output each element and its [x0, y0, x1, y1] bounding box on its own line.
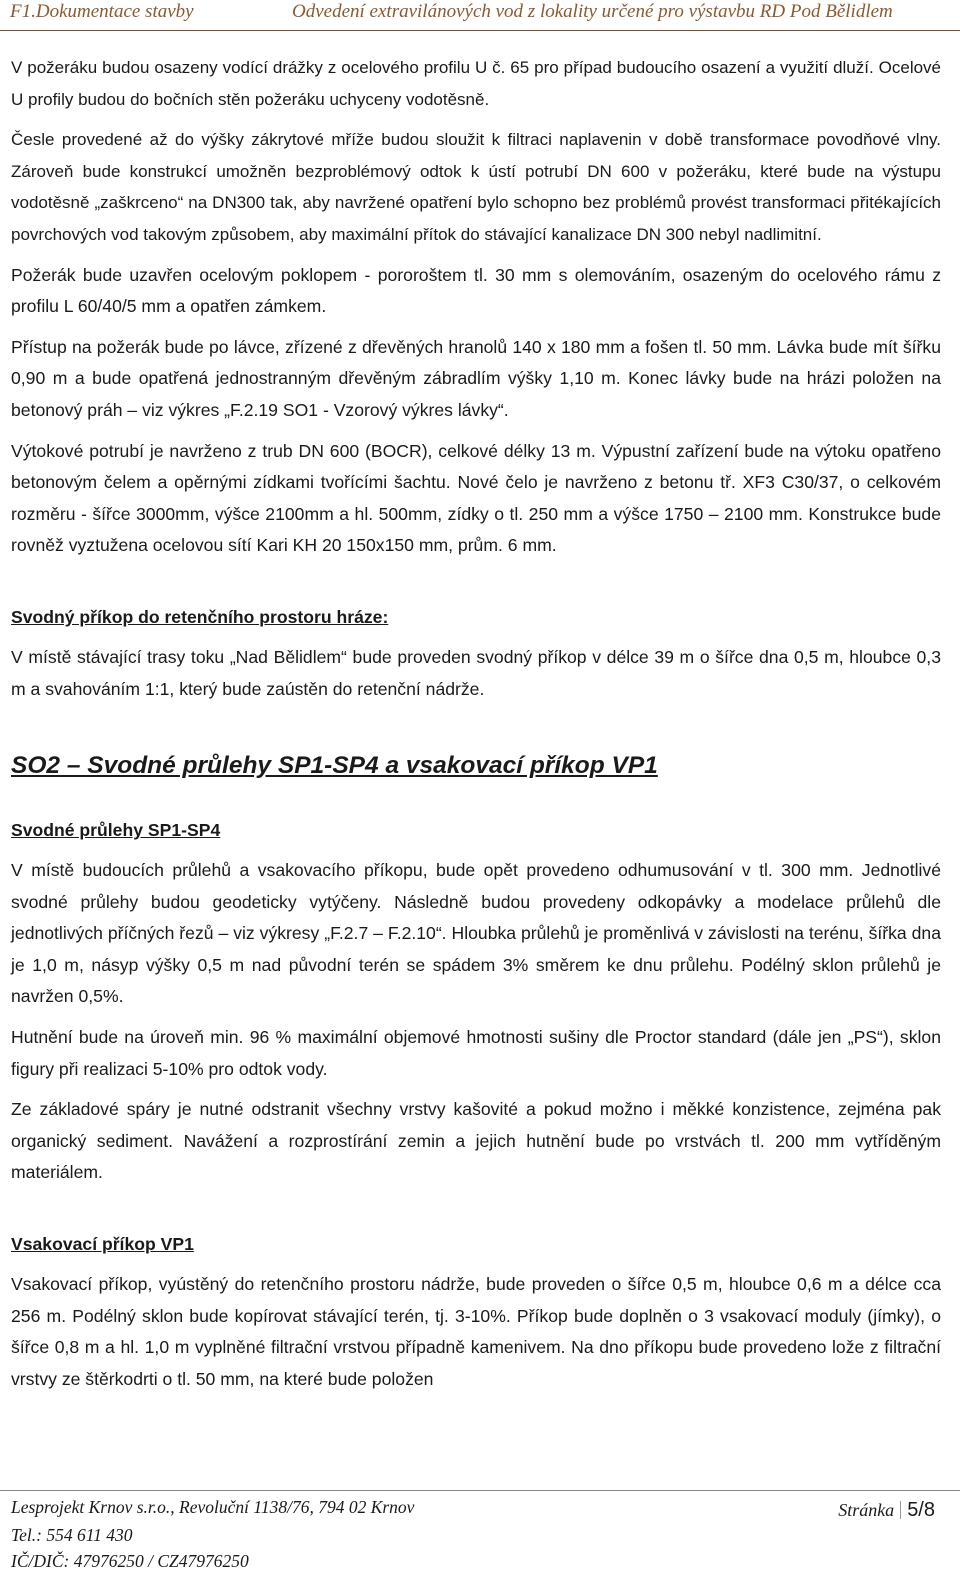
paragraph: Vsakovací příkop, vyústěný do retenčního prostoru nádrže, bude proveden o šířce 0,5 m, hloubce 0,6 m a délce cca 256 m. Podélný sklon bude kopírovat stávající terén, tj. 3-10%. Příkop bude doplněn o 3 vsakovací moduly (jímky), o šířce 0,8 m a hl. 1,0 m vyplněné filtrační vrstvou případně kamenivem. Na dno příkopu bude provedeno lože z filtrační vrstvy ze štěrkodrti o tl. 50 mm, na které bude položen	[11, 1274, 941, 1389]
paragraph: Požerák bude uzavřen ocelovým poklopem - pororoštem tl. 30 mm s olemováním, osazeným do ocelového rámu z profilu L 60/40/5 mm a opatřen zámkem.	[11, 264, 941, 317]
section-title: SO2 – Svodné průlehy SP1-SP4 a vsakovací příkop VP1	[11, 752, 658, 780]
subsection-heading: Vsakovací příkop VP1	[11, 1234, 194, 1255]
document-body	[11, 52, 941, 1395]
paragraph: Česle provedené až do výšky zákrytové mříže budou sloužit k filtraci naplavenin v době transformace povodňové vlny. Zároveň bude konstrukcí umožněn bezproblémový odtok k ústí potrubí DN 600 v požeráku, které bude na výstupu vodotěsně „zaškrceno“ na DN300 tak, aby navržené opatření bylo schopno bez problémů provést transformaci přitékajících povrchových vod takovým způsobem, aby maximální přítok do stávající kanalizace DN 300 nebyl nadlimitní.	[11, 130, 941, 244]
paragraph: Přístup na požerák bude po lávce, zřízené z dřevěných hranolů 140 x 180 mm a fošen tl. 50 mm. Lávka bude mít šířku 0,90 m a bude opatřená jednostranným dřevěným zábradlím výšky 1,10 m. Konec lávky bude na hrázi položen na betonový práh – viz výkres „F.2.19 SO1 - Vzorový výkres lávky“.	[11, 336, 941, 420]
page-indicator	[838, 1499, 935, 1522]
footer-phone: Tel.: 554 611 430	[11, 1525, 133, 1545]
divider	[900, 1501, 901, 1519]
paragraph: Hutnění bude na úroveň min. 96 % maximální objemové hmotnosti sušiny dle Proctor standard (dále jen „PS“), sklon figury při realizaci 5-10% pro odtok vody.	[11, 1027, 941, 1079]
footer-company: Lesprojekt Krnov s.r.o., Revoluční 1138/76, 794 02 Krnov	[11, 1497, 415, 1517]
page-number: 5/8	[907, 1499, 935, 1521]
footer-ids: IČ/DIČ: 47976250 / CZ47976250	[11, 1551, 249, 1571]
paragraph: V požeráku budou osazeny vodící drážky z ocelového profilu U č. 65 pro případ budoucího osazení a využití dluží. Ocelové U profily budou do bočních stěn požeráku uchyceny vodotěsně.	[11, 58, 941, 109]
paragraph: Výtokové potrubí je navrženo z trub DN 600 (BOCR), celkové délky 13 m. Výpustní zařízení bude na výtoku opatřeno betonovým čelem a opěrnými zídkami tvořícími šachtu. Nové čelo je navrženo z betonu tř. XF3 C30/37, o celkovém rozměru - šířce 3000mm, výšce 2100mm a hl. 500mm, zídky o tl. 250 mm a výšce 1750 – 2100 mm. Konstrukce bude rovněž vyztužena ocelovou sítí Kari KH 20 150x150 mm, prům. 6 mm.	[11, 440, 941, 556]
page-label: Stránka	[838, 1500, 895, 1520]
header-document-title: F1.Dokumentace stavby	[10, 1, 194, 22]
paragraph: V místě stávající trasy toku „Nad Bělidlem“ bude proveden svodný příkop v délce 39 m o šířce dna 0,5 m, hloubce 0,3 m a svahováním 1:1, který bude zaústěn do retenční nádrže.	[11, 646, 941, 699]
page-footer	[0, 1490, 960, 1584]
page-header	[0, 0, 960, 31]
paragraph: V místě budoucích průlehů a vsakovacího příkopu, bude opět provedeno odhumusování v tl. 300 mm. Jednotlivé svodné průlehy budou geodeticky vytýčeny. Následně budou provedeny odkopávky a modelace průlehů dle jednotlivých příčných řezů – viz výkresy „F.2.7 – F.2.10“. Hloubka průlehů je proměnlivá v závislosti na terénu, šířka dna je 1,0 m, násyp výšky 0,5 m nad původní terén se spádem 3% směrem ke dnu průlehu. Podélný sklon průlehů je navržen 0,5%.	[11, 860, 941, 1007]
subsection-heading: Svodný příkop do retenčního prostoru hráze:	[11, 606, 389, 627]
header-project-title: Odvedení extravilánových vod z lokality určené pro výstavbu RD Pod Bělidlem	[292, 1, 893, 22]
subsection-heading: Svodné průlehy SP1-SP4	[11, 820, 221, 841]
paragraph: Ze základové spáry je nutné odstranit všechny vrstvy kašovité a pokud možno i měkké konzistence, zejména pak organický sediment. Navážení a rozprostírání zemin a jejich hutnění bude po vrstvách tl. 200 mm vytříděným materiálem.	[11, 1099, 941, 1183]
